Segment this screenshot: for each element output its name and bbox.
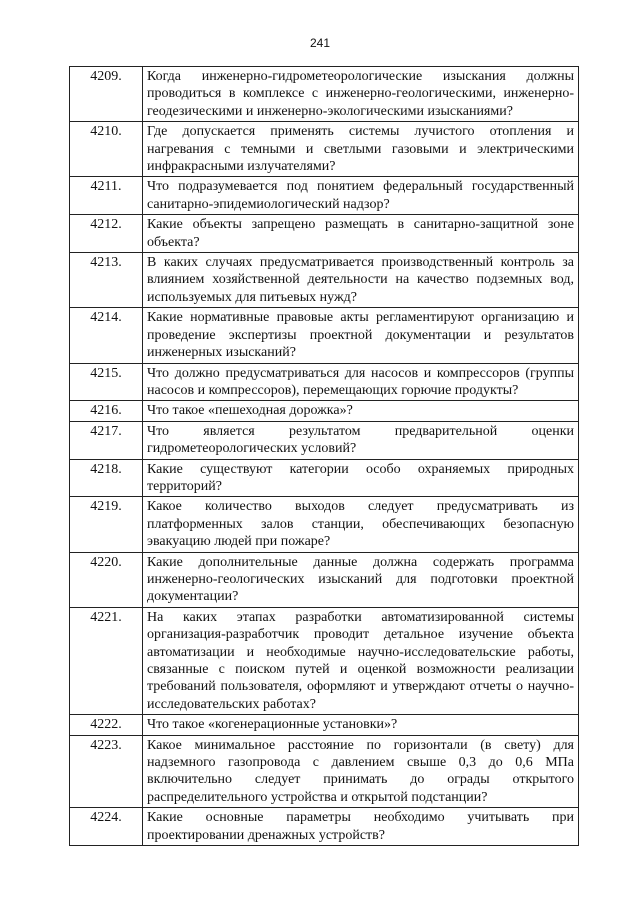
question-number: 4219. [70, 497, 143, 552]
table-row [70, 497, 579, 552]
table-row [70, 715, 579, 735]
table-row [70, 177, 579, 215]
table-row [70, 808, 579, 846]
question-text: Какие основные параметры необходимо учитывать при проектировании дренажных устройств? [143, 808, 579, 846]
question-text: На каких этапах разработки автоматизированной системы организация-разработчик проводит детальное изучение объекта автоматизации и необходимые научно-исследовательские работы, связанные с поиском путей и оценкой возможности реализации требований пользователя, оформляют и утверждают отчеты о научно-исследовательских работах? [143, 607, 579, 714]
question-number: 4224. [70, 808, 143, 846]
page-number: 241 [309, 36, 331, 50]
question-number: 4211. [70, 177, 143, 215]
question-text: Что является результатом предварительной оценки гидрометеорологических условий? [143, 421, 579, 459]
question-number: 4220. [70, 552, 143, 607]
question-text: Какое количество выходов следует предусматривать из платформенных залов станции, обеспечивающих безопасную эвакуацию людей при пожаре? [143, 497, 579, 552]
table-row [70, 607, 579, 714]
question-number: 4216. [70, 401, 143, 421]
questions-table [69, 66, 579, 846]
question-text: Какие существуют категории особо охраняемых природных территорий? [143, 459, 579, 497]
question-number: 4215. [70, 363, 143, 401]
question-text: Что подразумевается под понятием федеральный государственный санитарно-эпидемиологический надзор? [143, 177, 579, 215]
table-row [70, 122, 579, 177]
table-row [70, 253, 579, 308]
question-text: Какие нормативные правовые акты регламентируют организацию и проведение экспертизы проектной документации и результатов инженерных изысканий? [143, 308, 579, 363]
table-row [70, 421, 579, 459]
question-number: 4209. [70, 67, 143, 122]
question-text: Какие объекты запрещено размещать в санитарно-защитной зоне объекта? [143, 215, 579, 253]
question-number: 4214. [70, 308, 143, 363]
question-text: Какие дополнительные данные должна содержать программа инженерно-геологических изысканий для подготовки проектной документации? [143, 552, 579, 607]
question-number: 4210. [70, 122, 143, 177]
question-number: 4217. [70, 421, 143, 459]
question-text: Что должно предусматриваться для насосов и компрессоров (группы насосов и компрессоров), перемещающих горючие продукты? [143, 363, 579, 401]
table-row [70, 308, 579, 363]
question-text: Что такое «пешеходная дорожка»? [143, 401, 579, 421]
table-row [70, 735, 579, 808]
question-text: Где допускается применять системы лучистого отопления и нагревания с темными и светлыми газовыми и электрическими инфракрасными излучателями? [143, 122, 579, 177]
question-number: 4212. [70, 215, 143, 253]
question-number: 4218. [70, 459, 143, 497]
question-number: 4222. [70, 715, 143, 735]
table-row [70, 67, 579, 122]
question-text: Что такое «когенерационные установки»? [143, 715, 579, 735]
question-text: Какое минимальное расстояние по горизонтали (в свету) для надземного газопровода с давлением свыше 0,3 до 0,6 МПа включительно следует принимать до ограды открытого распределительного устройства и открытой подстанции? [143, 735, 579, 808]
table-row [70, 401, 579, 421]
question-text: В каких случаях предусматривается производственный контроль за влиянием хозяйственной деятельности на качество подземных вод, используемых для питьевых нужд? [143, 253, 579, 308]
question-number: 4213. [70, 253, 143, 308]
table-row [70, 459, 579, 497]
table-row [70, 363, 579, 401]
question-number: 4221. [70, 607, 143, 714]
table-row [70, 552, 579, 607]
question-text: Когда инженерно-гидрометеорологические изыскания должны проводиться в комплексе с инженерно-геологическими, инженерно-геодезическими и инженерно-экологическими изысканиями? [143, 67, 579, 122]
question-number: 4223. [70, 735, 143, 808]
table-row [70, 215, 579, 253]
